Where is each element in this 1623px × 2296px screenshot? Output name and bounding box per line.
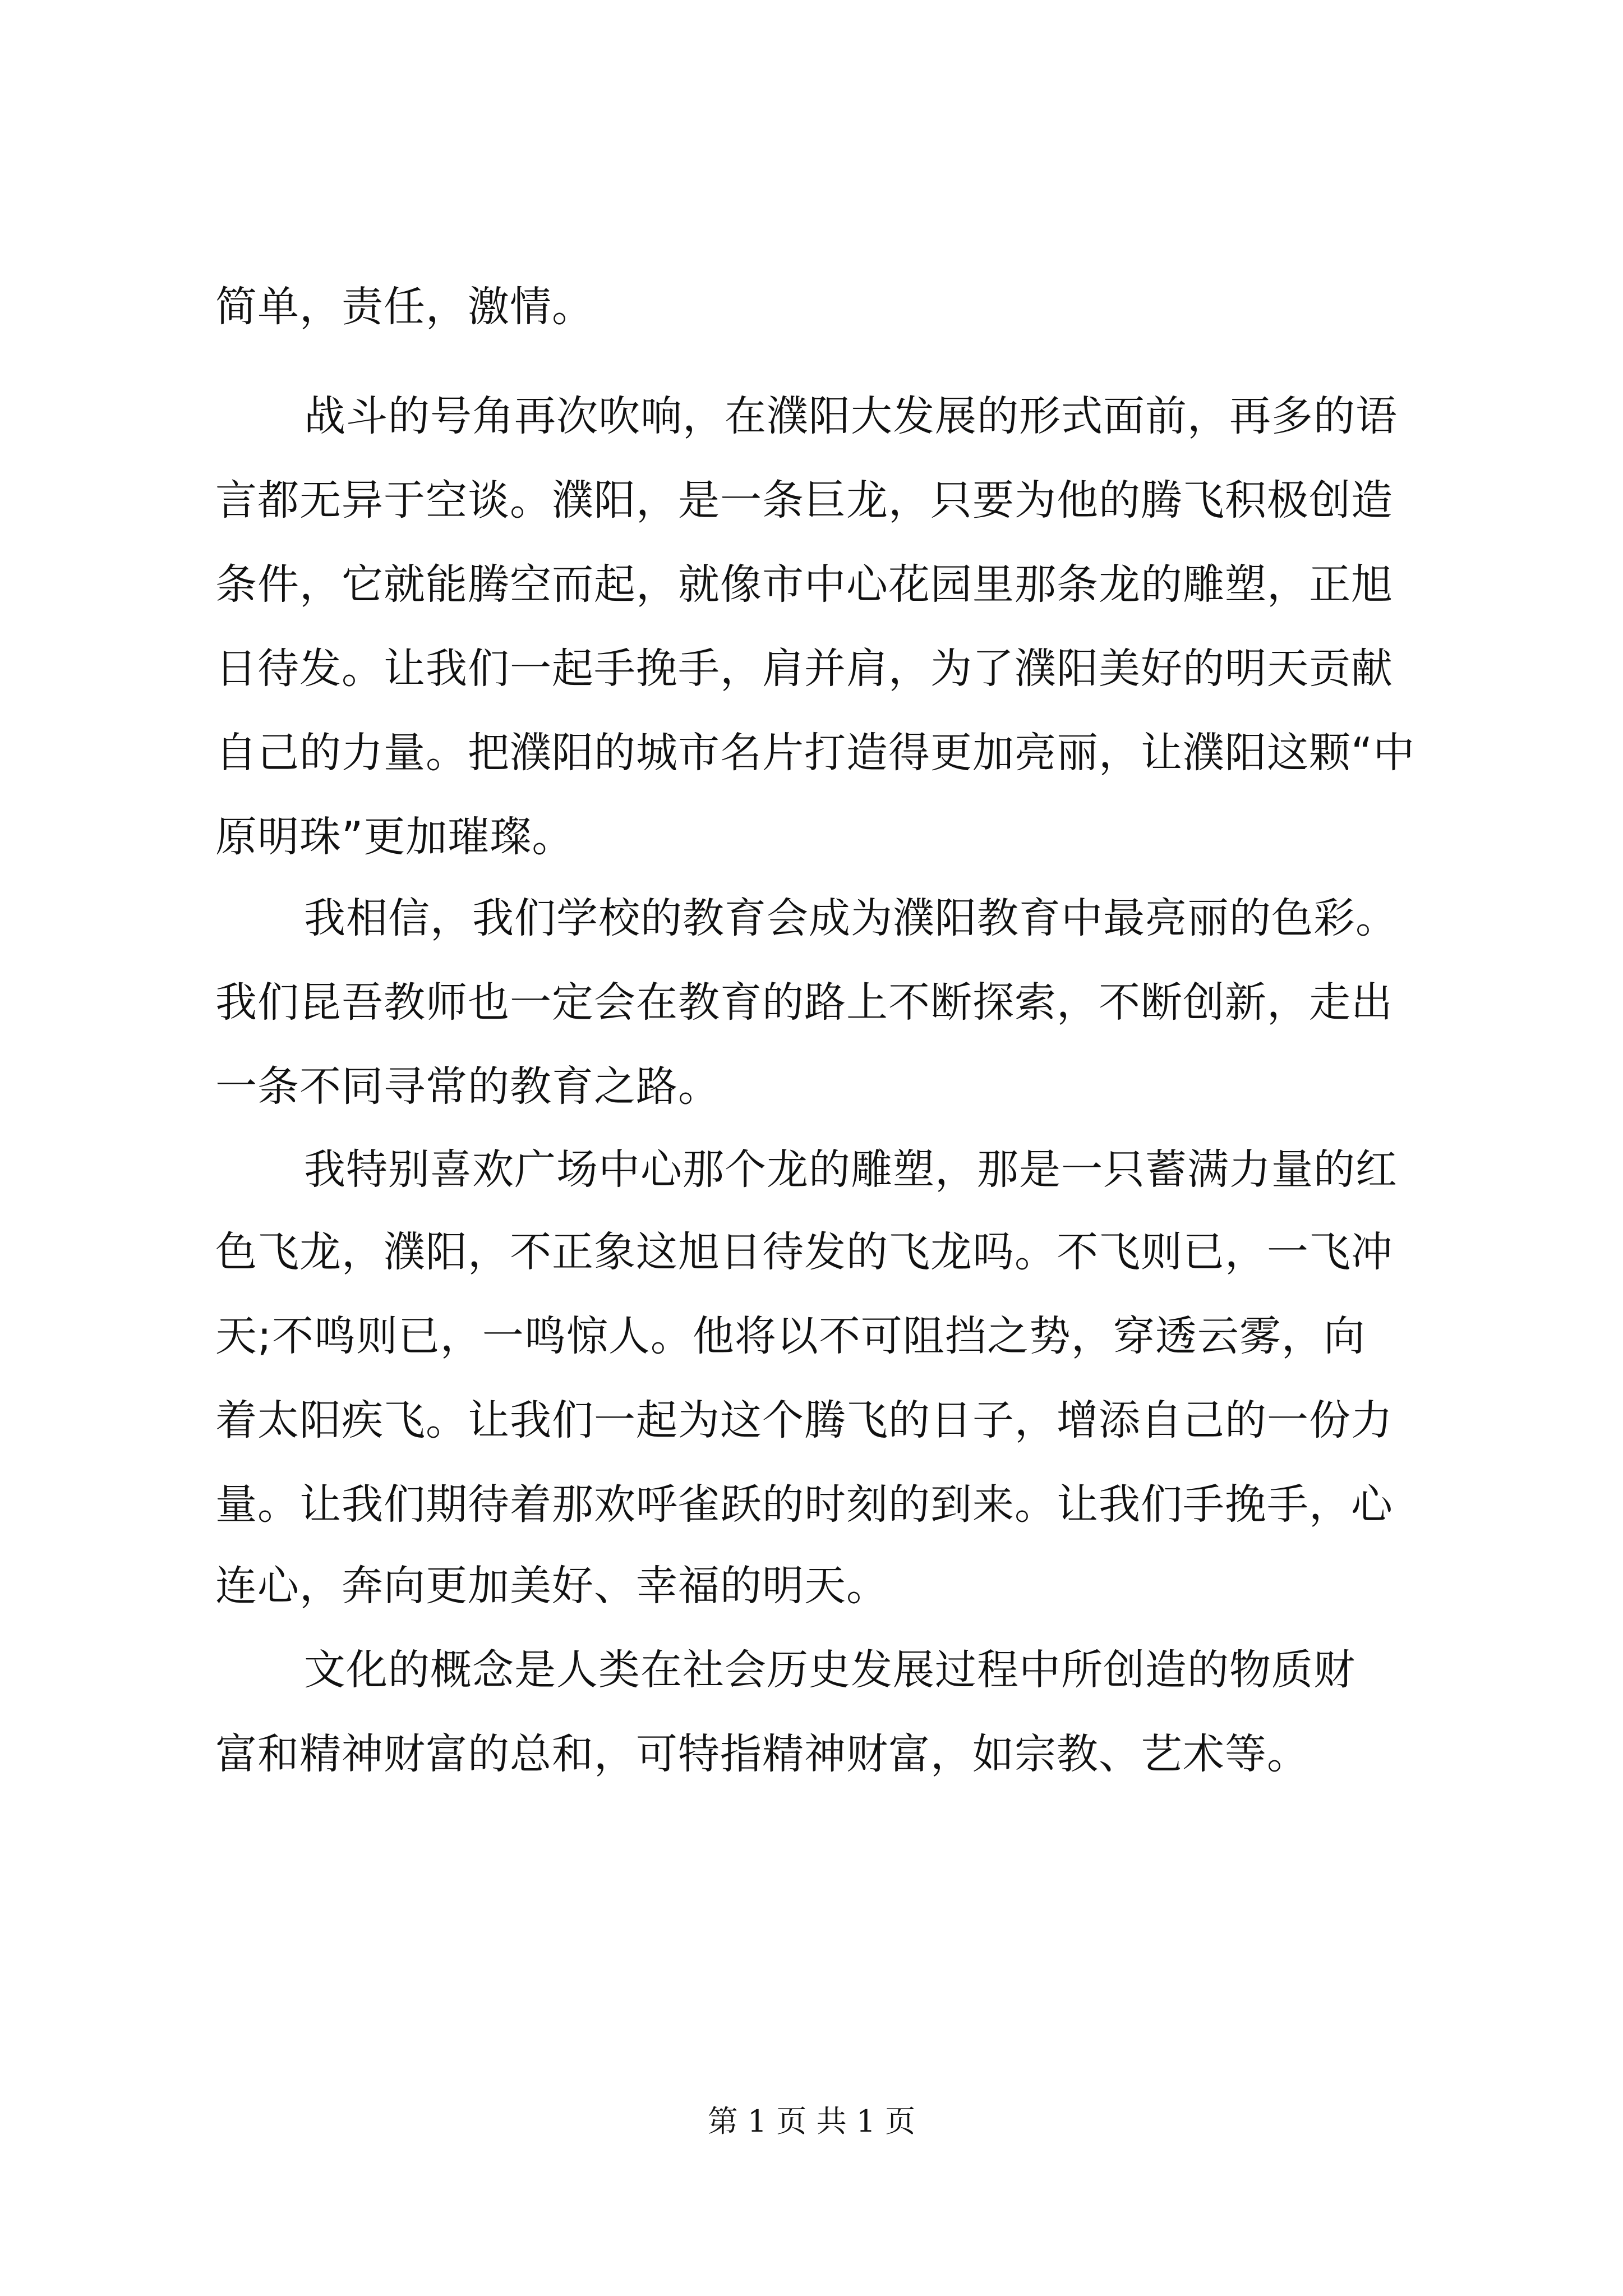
text-line: 战斗的号角再次吹响，在濮阳大发展的形式面前，再多的语	[304, 392, 1398, 440]
text-line: 我特别喜欢广场中心那个龙的雕塑，那是一只蓄满力量的红	[304, 1145, 1398, 1194]
text-line: 条件，它就能腾空而起，就像市中心花园里那条龙的雕塑，正旭	[215, 560, 1393, 609]
text-line: 文化的概念是人类在社会历史发展过程中所创造的物质财	[304, 1646, 1355, 1694]
text-line: 自己的力量。把濮阳的城市名片打造得更加亮丽，让濮阳这颗“中	[215, 729, 1415, 777]
text-line: 一条不同寻常的教育之路。	[215, 1062, 720, 1111]
text-line: 天;不鸣则已，一鸣惊人。他将以不可阻挡之势，穿透云雾，向	[215, 1312, 1366, 1360]
text-line: 富和精神财富的总和，可特指精神财富，如宗教、艺术等。	[215, 1730, 1309, 1778]
text-line: 简单，责任，激情。	[215, 283, 594, 331]
text-line: 原明珠”更加璀璨。	[215, 813, 574, 861]
text-line: 量。让我们期待着那欢呼雀跃的时刻的到来。让我们手挽手，心	[215, 1480, 1393, 1529]
text-line: 连心，奔向更加美好、幸福的明天。	[215, 1562, 888, 1610]
text-line: 日待发。让我们一起手挽手，肩并肩，为了濮阳美好的明天贡献	[215, 645, 1393, 693]
text-line: 着太阳疾飞。让我们一起为这个腾飞的日子，增添自己的一份力	[215, 1396, 1393, 1444]
text-line: 我们昆吾教师也一定会在教育的路上不断探索，不断创新，走出	[215, 978, 1393, 1027]
text-line: 色飞龙，濮阳，不正象这旭日待发的飞龙吗。不飞则已，一飞冲	[215, 1228, 1393, 1276]
text-line: 我相信，我们学校的教育会成为濮阳教育中最亮丽的色彩。	[304, 894, 1398, 942]
page-number-footer: 第 1 页 共 1 页	[707, 2104, 916, 2139]
text-line: 言都无异于空谈。濮阳，是一条巨龙，只要为他的腾飞积极创造	[215, 476, 1393, 524]
